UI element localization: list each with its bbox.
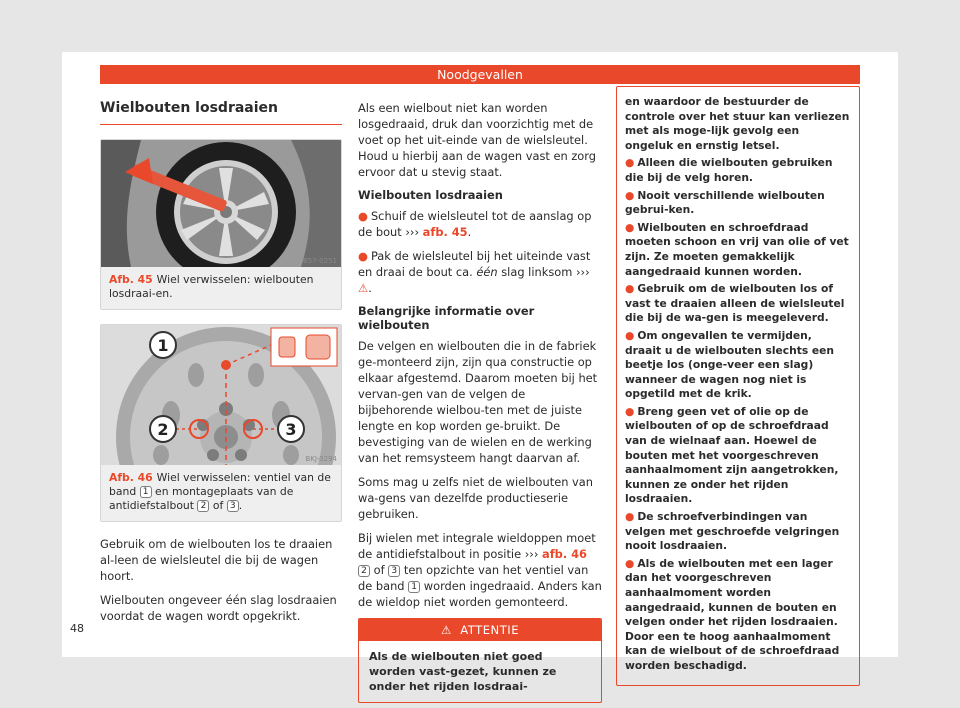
figure-46 (100, 324, 342, 522)
arrow-icon: ››› (575, 265, 590, 279)
warning-list-text: Nooit verschillende wielbouten gebrui-ken. (625, 188, 825, 217)
warning-list-text: Als de wielbouten met een lager dan het voorgeschreven aanhaalmoment worden aangedraaid, kunnen de bouten en velgen onder het rijden losdraaien. Door een te hoog aanhaalmoment kan de wielbout of de schroefdraad worden beschadigd. (625, 556, 840, 672)
figure-caption-text: of (212, 499, 224, 512)
warning-list-item (625, 221, 851, 279)
figure-label: Afb. 46 (109, 471, 153, 484)
callout-2: 2 (157, 420, 169, 439)
paragraph: Als een wielbout niet kan worden losgedraaid, druk dan voorzichtig met de voet op het uit-einde van de wielsleutel. Houd u hierbij aan de wagen vast en zorg ervoor dat u stevig staat. (358, 101, 596, 179)
figure-code: BKJ-0294 (305, 455, 337, 463)
warning-list (625, 156, 851, 673)
warning-header (359, 619, 601, 641)
callout-1: 1 (157, 336, 169, 355)
figure-caption-text: . (238, 499, 243, 512)
paragraph: Gebruik om de wielbouten los te draaien al-leen de wielsleutel die bij de wagen hoort. (100, 537, 333, 583)
figure-link[interactable]: afb. 45 (422, 225, 468, 239)
bullet-text: . (467, 225, 472, 239)
number-badge: 3 (227, 500, 239, 512)
paragraph: Wielbouten ongeveer één slag losdraaien voordat de wagen wordt opgekrikt. (100, 593, 337, 623)
warning-title: ATTENTIE (460, 623, 520, 637)
figure-label: Afb. 45 (109, 273, 153, 286)
number-badge: 2 (358, 565, 370, 577)
wheel-valve-illustration (101, 325, 341, 465)
paragraph-text: worden ingedraaid. Anders kan de wieldop niet worden gemonteerd. (358, 579, 602, 609)
section-title: Wielbouten losdraaien (100, 100, 342, 125)
warning-list-item (625, 557, 851, 674)
page-number: 48 (70, 622, 84, 635)
bullet-item (358, 248, 602, 296)
number-badge: 2 (197, 500, 209, 512)
warning-list-text: De schroefverbindingen van velgen met geschroefde velgringen nooit losdraaien. (625, 510, 840, 553)
column-left (100, 100, 342, 624)
warning-continued-box (616, 86, 860, 686)
bullet-text: . (368, 281, 372, 295)
warning-list-item (625, 189, 851, 218)
arrow-icon: ››› (405, 225, 420, 239)
column-right (616, 86, 860, 686)
bullet-icon: ● (625, 220, 635, 234)
arrow-icon: ››› (524, 547, 539, 561)
paragraph-text: Bij wielen met integrale wieldoppen moet de antidiefstalbout in positie (358, 531, 596, 561)
warning-list-item (625, 329, 851, 402)
warning-icon: ⚠ (440, 623, 452, 637)
column-middle (358, 100, 602, 703)
paragraph-text: ten opzichte van het ventiel van de band (358, 563, 589, 593)
figure-code: B57-0251 (302, 257, 337, 265)
figure-caption (101, 465, 341, 521)
warning-list-text: Gebruik om de wielbouten los of vast te draaien alleen de wielsleutel die bij de wa-gen is meegeleverd. (625, 282, 845, 325)
bullet-icon: ● (625, 404, 635, 418)
figure-caption-text: Wiel verwisselen: wielbouten losdraai-en. (109, 273, 314, 300)
warning-text: en waardoor de bestuurder de controle over het stuur kan verliezen met als moge-lijk gevolg een ongeluk en ernstig letsel. (625, 95, 850, 152)
subheading: Belangrijke informatie over wielbouten (358, 304, 535, 332)
warning-list-item (625, 156, 851, 185)
paragraph (358, 530, 602, 610)
bullet-icon: ● (358, 209, 368, 223)
figure-link[interactable]: afb. 46 (542, 547, 587, 561)
paragraph: De velgen en wielbouten die in de fabriek ge-monteerd zijn, zijn qua constructie op elkaar afgestemd. Daarom moeten bij het vervan-gen van de velgen de bijbehorende wielbou-ten met de juiste lengte en kop worden ge-bruikt. De bevestiging van de wielen en de werking van het remsysteem hangt daarvan af. (358, 339, 598, 465)
bullet-icon: ● (358, 249, 368, 263)
figure-45 (100, 139, 342, 310)
bullet-text: één (476, 265, 498, 279)
subheading: Wielbouten losdraaien (358, 188, 503, 202)
figure-caption-text: en montageplaats van de antidiefstalbout (109, 485, 294, 512)
warning-list-text: Alleen die wielbouten gebruiken die bij de velg horen. (625, 156, 833, 184)
number-badge: 1 (140, 486, 152, 498)
wheel-wrench-photo (101, 140, 341, 267)
bullet-text: Schuif de wielsleutel tot de aanslag op de bout (358, 209, 592, 239)
warning-list-item (625, 405, 851, 507)
bullet-icon: ● (625, 156, 635, 170)
warning-list-text: Wielbouten en schroefdraad moeten schoon en vrij van olie of vet zijn. Ze moeten gemakkelijk aangedraaid kunnen worden. (625, 220, 849, 278)
number-badge: 3 (388, 565, 400, 577)
bullet-icon: ● (625, 510, 635, 524)
bullet-icon: ● (625, 556, 635, 570)
chapter-header: Noodgevallen (100, 65, 860, 84)
figure-caption-text: Wiel verwisselen: ventiel van de band (109, 471, 331, 498)
number-badge: 1 (408, 581, 420, 593)
warning-list-text: Om ongevallen te vermijden, draait u de wielbouten slechts een beetje los (onge-veer een slag) wanneer de wagen nog niet is opgetild met de krik. (625, 328, 835, 401)
warning-icon[interactable]: ⚠ (358, 281, 369, 295)
warning-list-item (625, 282, 851, 326)
bullet-icon: ● (625, 328, 635, 342)
bullet-text: Pak de wielsleutel bij het uiteinde vast en draai de bout ca. (358, 249, 591, 279)
warning-list-text: Breng geen vet of olie op de wielbouten of op de schroefdraad van de wielnaaf aan. Hoewel de bouten met het voorgeschreven aanhaalmoment zijn aangetrokken, kunnen ze onder het rijden losdraaien. (625, 404, 839, 506)
warning-list-item (625, 510, 851, 554)
warning-box (358, 618, 602, 703)
paragraph-text: of (373, 563, 385, 577)
callout-3: 3 (285, 420, 297, 439)
paragraph: Soms mag u zelfs niet de wielbouten van wa-gens van dezelfde productieserie gebruiken. (358, 475, 593, 521)
bullet-icon: ● (625, 282, 635, 296)
figure-caption (101, 267, 341, 309)
bullet-item (358, 208, 602, 240)
bullet-icon: ● (625, 188, 635, 202)
warning-text: Als de wielbouten niet goed worden vast-gezet, kunnen ze onder het rijden losdraai- (369, 650, 557, 693)
bullet-text: slag linksom (501, 265, 573, 279)
